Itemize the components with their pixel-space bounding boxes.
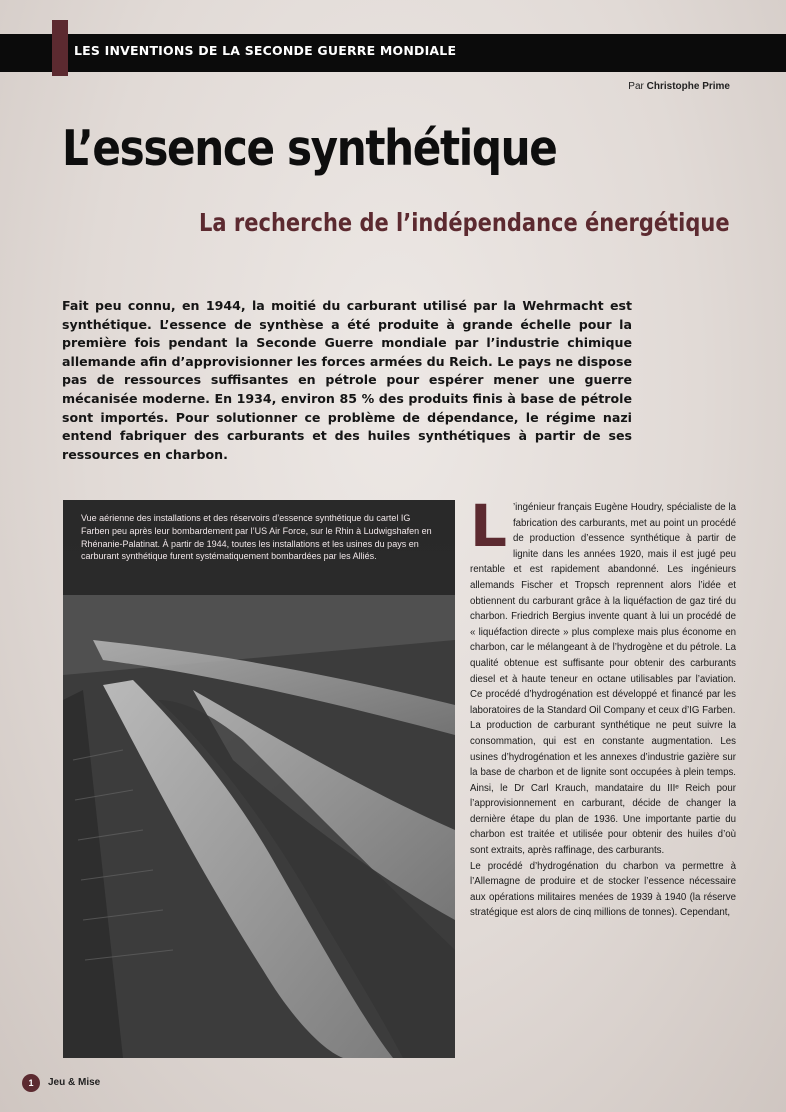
- drop-cap: L: [470, 492, 507, 560]
- article-subtitle: La recherche de l’indépendance énergétique: [199, 208, 730, 237]
- article-body-column: [470, 492, 736, 921]
- article-title: L’essence synthétique: [62, 120, 557, 177]
- footer-publication-label: Jeu & Mise: [48, 1077, 101, 1088]
- section-accent-block: [52, 20, 68, 76]
- byline-author: Christophe Prime: [646, 81, 730, 92]
- section-label: LES INVENTIONS DE LA SECONDE GUERRE MONDIALE: [74, 43, 457, 58]
- aerial-photo: [63, 500, 455, 1058]
- byline: [628, 81, 730, 92]
- aerial-river-illustration: [63, 500, 455, 1058]
- article-intro: Fait peu connu, en 1944, la moitié du carburant utilisé par la Wehrmacht est synthétique. L’essence de synthèse a été produite à grande échelle pour la première fois pendant la Seconde Guerre mondiale par l’industrie chimique allemande afin d’approvisionner les forces armées du Reich. Le pays ne dispose pas de ressources suffisantes en pétrole pour espérer mener une guerre mécanisée moderne. En 1934, environ 85 % des produits finis à base de pétrole sont importés. Pour solutionner ce problème de dépendance, le régime nazi entend fabriquer des carburants et des huiles synthétiques à partir de ses ressources en charbon.: [62, 298, 632, 462]
- body-paragraph-2: La production de carburant synthétique ne peut suivre la consommation, qui est en constante augmentation. Les usines d’hydrogénation et les annexes d’industrie gazière sur la base de charbon et de lignite sont occupées à plein temps. Ainsi, le Dr Carl Krauch, mandataire du IIIᵉ Reich pour l’approvisionnement en carburant, décide de changer la dernière étape du plan de 1936. Une importante partie du charbon est traitée et utilisée pour obtenir des huiles d’où sont extraits, après raffinage, des carburants.: [470, 720, 736, 857]
- photo-caption: Vue aérienne des installations et des réservoirs d’essence synthétique du cartel IG Farben peu après leur bombardement par l’US Air Force, sur le Rhin à Ludwigshafen en Rhénanie-Palatinat. À partir de 1944, toutes les installations et les usines du pays en carburant synthétique furent systématiquement bombardées par les Alliés.: [81, 513, 432, 562]
- body-paragraph-1-text: ’ingénieur français Eugène Houdry, spécialiste de la fabrication des carburants, met au point un procédé de production d’essence synthétique à partir de lignite dans les années 1920, mais il est jugé peu rentable et est rapidement abandonné. Les ingénieurs allemands Fischer et Tropsch reprennent alors l’idée et obtiennent du carburant grâce à la liquéfaction de gaz tiré du charbon. Friedrich Bergius invente quant à lui un procédé de « liquéfaction directe » plus complexe mais plus économe en charbon, car le mélangeant à de l’hydrogène et du pétrole. La qualité obtenue est suffisante pour obtenir des carburants diesel et à haute teneur en octane utilisables par l’aviation. Ce procédé d’hydrogénation est développé et financé par les laboratoires de la Standard Oil Company et ceux d’IG Farben.: [470, 502, 736, 716]
- byline-prefix: Par: [628, 81, 644, 92]
- body-paragraph-1: [470, 492, 736, 718]
- page-number-badge: 1: [22, 1074, 40, 1092]
- body-paragraph-3: Le procédé d’hydrogénation du charbon va permettre à l’Allemagne de produire et de stocker l’essence nécessaire aux opérations militaires menées de 1939 à 1940 (la réserve stratégique est alors de cinq millions de tonnes). Cependant,: [470, 860, 736, 919]
